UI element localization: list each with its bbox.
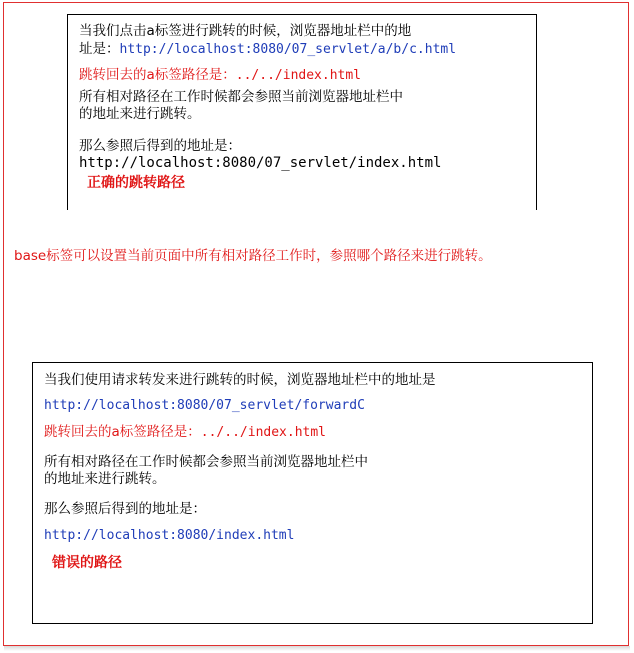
box2-line4: 所有相对路径在工作时候都会参照当前浏览器地址栏中 xyxy=(44,454,368,470)
box2-return-label: 跳转回去的a标签路径是： xyxy=(44,424,201,440)
wrong-path-box xyxy=(32,362,593,624)
box1-address-url: http://localhost:8080/07_servlet/a/b/c.html xyxy=(119,42,457,57)
box2-result-url: http://localhost:8080/index.html xyxy=(44,528,295,543)
box1-line6: 那么参照后得到的地址是： xyxy=(79,138,241,154)
box1-return-path: ../../index.html xyxy=(235,68,362,83)
box1-line1: 当我们点击a标签进行跳转的时候，浏览器地址栏中的地 xyxy=(79,23,412,39)
page-shadow xyxy=(4,646,630,651)
box1-correct-label: 正确的跳转路径 xyxy=(87,175,185,191)
box2-line1: 当我们使用请求转发来进行跳转的时候，浏览器地址栏中的地址是 xyxy=(44,372,436,388)
box2-return-path: ../../index.html xyxy=(200,425,327,440)
base-tag-note: base标签可以设置当前页面中所有相对路径工作时，参照哪个路径来进行跳转。 xyxy=(14,248,492,264)
box1-line5: 的地址来进行跳转。 xyxy=(79,106,201,122)
box2-wrong-label: 错误的路径 xyxy=(52,555,122,571)
box1-line4: 所有相对路径在工作时候都会参照当前浏览器地址栏中 xyxy=(79,89,403,105)
box2-line6: 那么参照后得到的地址是： xyxy=(44,501,206,517)
box2-line3 xyxy=(44,424,592,441)
box1-line3 xyxy=(79,67,536,84)
box1-return-label: 跳转回去的a标签路径是： xyxy=(79,67,236,83)
box1-address-label: 址是： xyxy=(79,41,120,57)
box2-line5: 的地址来进行跳转。 xyxy=(44,471,166,487)
box2-address-url: http://localhost:8080/07_servlet/forwardC xyxy=(44,398,365,413)
correct-path-box xyxy=(67,14,537,210)
box1-line2 xyxy=(79,41,536,58)
box1-result-url: http://localhost:8080/07_servlet/index.html xyxy=(79,155,442,171)
